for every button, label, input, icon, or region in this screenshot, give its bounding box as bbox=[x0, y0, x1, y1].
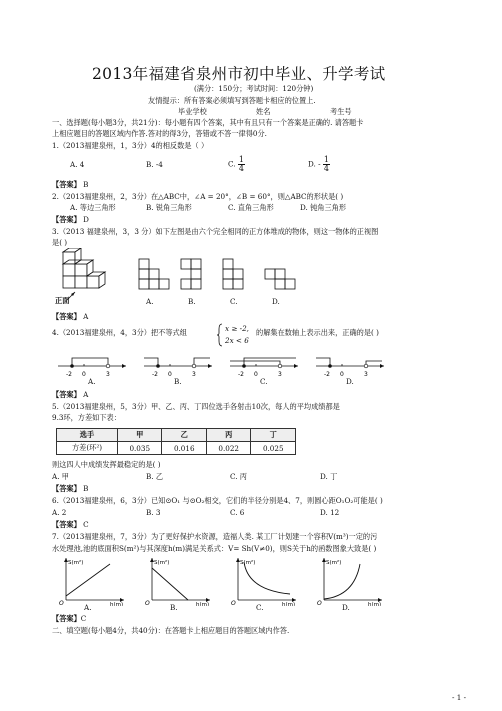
table-header-cell: 甲 bbox=[118, 429, 162, 442]
q2-answer bbox=[52, 215, 89, 224]
q7-option-c: C. bbox=[256, 603, 264, 612]
q2-stem: 2.（2013福建泉州，2，3分）在△ABC中，∠A = 20°，∠B = 60°，则△ABC的形状是( ) bbox=[52, 192, 344, 201]
table-header-cell: 丁 bbox=[251, 429, 296, 442]
q2-option-b: B. 锐角三角形 bbox=[146, 203, 192, 212]
q1-option-d bbox=[308, 156, 330, 173]
table-cell: 0.022 bbox=[206, 442, 250, 455]
exam-info: (满分：150分；考试时间：120分钟) bbox=[194, 84, 314, 93]
q7-option-d: D. bbox=[342, 603, 350, 612]
q7-option-a: A. bbox=[84, 603, 92, 612]
reminder: 友情提示：所有答案必须填写到答题卡相应的位置上. bbox=[148, 96, 316, 105]
q3-option-d: D. bbox=[272, 297, 280, 306]
table-header-cell: 选手 bbox=[57, 429, 118, 442]
q1-option-c-fraction bbox=[238, 156, 245, 173]
q6-answer bbox=[52, 520, 89, 529]
q7a-x-label: h(m) bbox=[110, 602, 124, 606]
q3-stem-cont: 是( ) bbox=[52, 238, 68, 247]
q1-option-c-label: C. bbox=[228, 159, 236, 169]
answer-label: 【答案】 bbox=[52, 484, 81, 493]
q1-d-numerator: 1 bbox=[323, 155, 329, 164]
q5-stem-question: 则这四人中成绩发挥最稳定的是( ) bbox=[52, 460, 161, 469]
q7-answer bbox=[52, 614, 86, 623]
q7-option-c-graph bbox=[228, 556, 300, 606]
q4-option-c-numberline bbox=[228, 352, 300, 380]
q4-option-a: A. bbox=[88, 377, 96, 386]
q4-option-c: C. bbox=[260, 377, 268, 386]
field-name: 姓名 bbox=[256, 107, 271, 116]
q4-option-b-numberline bbox=[142, 352, 214, 380]
table-header-cell: 乙 bbox=[162, 429, 206, 442]
q7c-y-label: S(m²) bbox=[240, 560, 256, 566]
q1-option-a: A. 4 bbox=[70, 160, 85, 169]
q5-option-c: C. 丙 bbox=[230, 472, 247, 481]
q7-answer-value: C bbox=[80, 614, 87, 623]
q6-option-d: D. 12 bbox=[320, 508, 340, 517]
q7d-x-label: h(m) bbox=[368, 602, 382, 606]
q2-option-a: A. 等边三角形 bbox=[70, 203, 116, 212]
q3-option-c: C. bbox=[230, 297, 238, 306]
q7a-origin: O bbox=[59, 600, 64, 606]
q3-option-d-figure bbox=[264, 258, 298, 292]
q3-option-b: B. bbox=[188, 297, 196, 306]
q4-option-d: D. bbox=[346, 377, 354, 386]
q2-option-d: D. 钝角三角形 bbox=[300, 203, 347, 212]
q3-front-label: 正面 bbox=[55, 296, 70, 305]
q7c-origin: O bbox=[231, 600, 236, 606]
q1-option-d-fraction bbox=[323, 156, 330, 173]
q4-stem-pre: 4.（2013福建泉州，4，3分）把不等式组 bbox=[52, 328, 187, 337]
table-cell: 0.016 bbox=[162, 442, 206, 455]
page-title: 2013年福建省泉州市初中毕业、升学考试 bbox=[92, 65, 386, 83]
page-number: - 1 - bbox=[452, 693, 466, 702]
answer-label: 【答案】 bbox=[52, 614, 81, 623]
section2-heading: 二、填空题(每小题4分，共40分)：在答题卡上相应题目的答题区域内作答. bbox=[52, 626, 290, 635]
q4a-label-minus2: -2 bbox=[66, 371, 72, 378]
q4d-label-minus2: -2 bbox=[324, 371, 330, 378]
q6-option-a: A. 2 bbox=[52, 508, 67, 517]
q7d-origin: O bbox=[317, 600, 322, 606]
q4-inequality-2: 2x < 6 bbox=[225, 336, 249, 345]
table-cell: 0.035 bbox=[118, 442, 162, 455]
q6-option-c: C. 6 bbox=[230, 508, 245, 517]
q7-option-b: B. bbox=[170, 603, 178, 612]
answer-label: 【答案】 bbox=[52, 520, 81, 529]
field-school: 毕业学校 bbox=[178, 107, 207, 116]
q2-option-c: C. 直角三角形 bbox=[228, 203, 274, 212]
q1-answer bbox=[52, 180, 88, 189]
section1-line1: 一、选择题(每小题3分，共21分)：每小题有四个答案，其中有且只有一个答案是正确的. 请答题卡 bbox=[52, 118, 364, 127]
q4c-label-3: 3 bbox=[278, 371, 282, 378]
q3-answer bbox=[52, 312, 88, 321]
q5-table-row bbox=[57, 442, 296, 455]
q5-option-b: B. 乙 bbox=[146, 472, 164, 481]
q4-brace bbox=[216, 323, 224, 347]
q7-stem: 7.（2013福建泉州，7，3分）为了更好保护水资源，造福人类. 某工厂计划建一个容积V(m³)一定的污 bbox=[52, 532, 378, 541]
q4a-label-3: 3 bbox=[106, 371, 110, 378]
q5-stem: 5.（2013福建泉州，5，3分）甲、乙、丙、丁四位选手各射击10次，每人的平均成绩都是 bbox=[52, 402, 340, 411]
q1-option-d-label: D. - bbox=[308, 159, 321, 169]
table-header-cell: 丙 bbox=[206, 429, 250, 442]
q7-option-b-graph bbox=[142, 556, 214, 606]
q7-option-d-graph bbox=[314, 556, 386, 606]
q5-answer-value: B bbox=[83, 484, 89, 493]
q4-stem-post: 的解集在数轴上表示出来，正确的是( ) bbox=[256, 328, 379, 337]
answer-label: 【答案】 bbox=[52, 390, 81, 399]
q5-stem-cont: 9.3环，方差如下表： bbox=[52, 413, 121, 422]
q6-answer-value: C bbox=[83, 520, 89, 529]
q1-answer-value: B bbox=[83, 180, 89, 189]
q7d-y-label: S(m²) bbox=[326, 560, 342, 566]
q4-option-d-numberline bbox=[314, 352, 386, 380]
q4-answer-value: A bbox=[83, 390, 89, 399]
q4b-label-minus2: -2 bbox=[152, 371, 158, 378]
q4d-label-3: 3 bbox=[364, 371, 368, 378]
q7c-x-label: h(m) bbox=[282, 602, 296, 606]
q5-variance-table bbox=[56, 428, 296, 455]
q7-option-a-graph bbox=[56, 556, 128, 606]
q7a-y-label: S(m²) bbox=[68, 560, 84, 566]
q6-option-b: B. 3 bbox=[146, 508, 161, 517]
q1-option-c bbox=[228, 156, 245, 173]
table-cell: 0.025 bbox=[251, 442, 296, 455]
q3-option-b-figure bbox=[180, 258, 214, 292]
q5-option-a: A. 甲 bbox=[52, 472, 69, 481]
q7-stem-cont: 水处理池,池的底面积S(m²)与其深度h(m)满足关系式：V= Sh(V≠0)，则S关于h的函数图象大致是( ) bbox=[52, 544, 377, 553]
table-cell: 方差(环²) bbox=[57, 442, 118, 455]
q1-option-b: B. -4 bbox=[146, 160, 163, 169]
q4b-label-0: 0 bbox=[168, 371, 172, 378]
field-number: 考生号 bbox=[330, 107, 352, 116]
q5-answer bbox=[52, 484, 88, 493]
q4b-label-3: 3 bbox=[192, 371, 196, 378]
q6-stem: 6.（2013福建泉州，6，3分）已知⊙O₁ 与⊙O₂相交，它们的半径分别是4、7，则圆心距O₁O₂可能是( ) bbox=[52, 496, 383, 505]
q7b-x-label: h(m) bbox=[196, 602, 210, 606]
q5-option-d: D. 丁 bbox=[320, 472, 338, 481]
q4d-label-0: 0 bbox=[340, 371, 344, 378]
q4c-label-minus2: -2 bbox=[238, 371, 244, 378]
q1-c-denominator: 4 bbox=[238, 164, 244, 173]
answer-label: 【答案】 bbox=[52, 312, 81, 321]
q3-option-a: A. bbox=[146, 297, 154, 306]
q3-stem: 3.（2013 福建泉州，3，3 分）如下左图是由六个完全相同的正方体堆成的物体，则这一物体的正视图 bbox=[52, 227, 379, 236]
q7b-y-label: S(m²) bbox=[154, 560, 170, 566]
q4-option-b: B. bbox=[174, 377, 182, 386]
q4c-label-0: 0 bbox=[254, 371, 258, 378]
q3-answer-value: A bbox=[83, 312, 89, 321]
q2-answer-value: D bbox=[83, 215, 89, 224]
q1-d-denominator: 4 bbox=[323, 164, 329, 173]
answer-label: 【答案】 bbox=[52, 215, 81, 224]
q7b-origin: O bbox=[145, 600, 150, 606]
q4-inequality-1: x ≥ -2, bbox=[225, 324, 249, 333]
q3-option-c-figure bbox=[222, 258, 256, 292]
q5-table-header-row bbox=[57, 429, 296, 442]
q4-answer bbox=[52, 390, 88, 399]
section1-line2: 上相应题目的答题区域内作答.答对的得3分，答错或不答一律得0分. bbox=[52, 129, 267, 138]
q3-option-a-figure bbox=[138, 258, 172, 292]
q4a-label-0: 0 bbox=[82, 371, 86, 378]
answer-label: 【答案】 bbox=[52, 180, 81, 189]
q1-stem: 1.（2013福建泉州，1，3分）4的相反数是（ ） bbox=[52, 141, 209, 150]
q4-option-a-numberline bbox=[56, 352, 128, 380]
q1-c-numerator: 1 bbox=[238, 155, 244, 164]
